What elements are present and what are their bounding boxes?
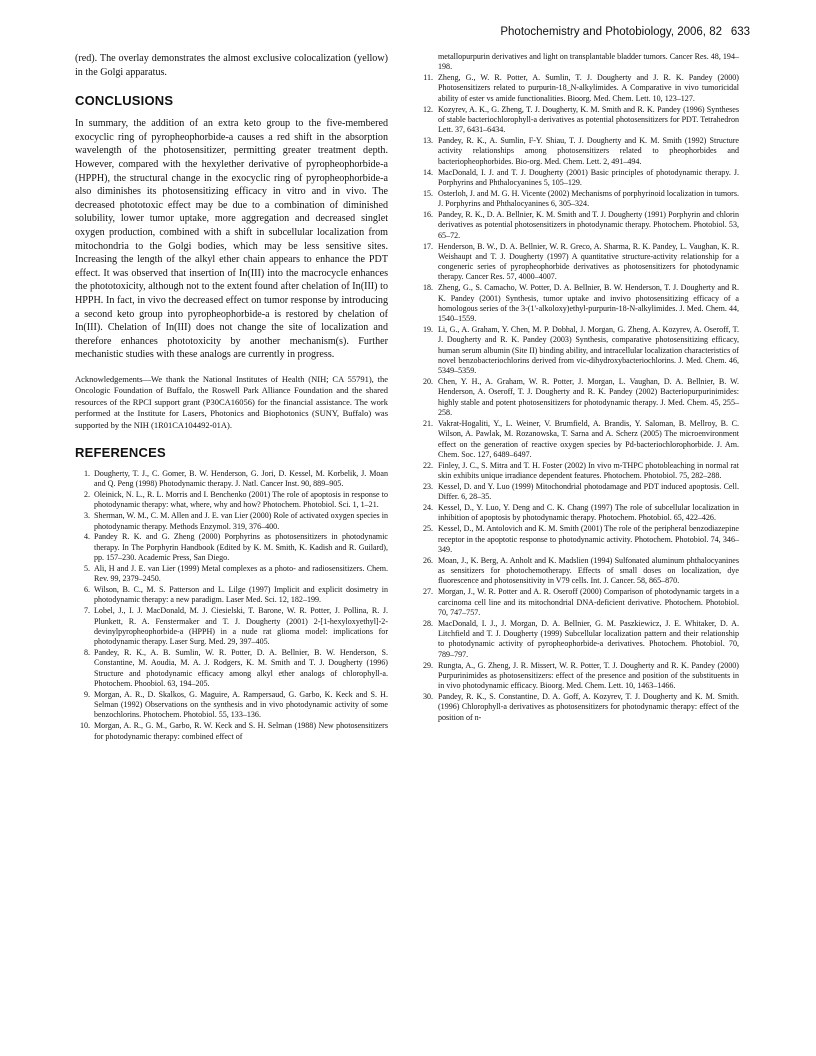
reference-text: Pandey, R. K., A. Sumlin, F-Y. Shiau, T. J. Dougherty and K. M. Smith (1992) Structure activity relationships among photosensitizers related to pheophorbides and bacteriopheophorbides. Bio-org. Med. Chem. Lett. 2, 491–494. <box>438 136 739 166</box>
reference-text: Kozyrev, A. K., G. Zheng, T. J. Dougherty, K. M. Smith and R. K. Pandey (1996) Syntheses of stable bacteriochlorophyll-a derivatives as potential photosensitizers for PDT. Tetrahedron Lett. 37, 6431–6434. <box>438 104 739 135</box>
reference-text: Moan, J., K. Berg, A. Anholt and K. Madslien (1994) Sulfonated aluminum phthalocyanines as sensitizers for photochemotherapy. Effects of small doses on localization, dye fluorescence and photosensitivity in V79 cells. Int. J. Cancer. 58, 865–870. <box>438 555 739 586</box>
reference-item <box>418 661 739 692</box>
reference-number: 6. <box>83 585 90 595</box>
reference-number: 7. <box>83 606 90 616</box>
reference-text: Kessel, D., Y. Luo, Y. Deng and C. K. Chang (1997) The role of subcellular localization in inhibition of apoptosis by photodynamic therapy. Photochem. Photobiol. 65, 422–426. <box>438 503 739 523</box>
reference-text: Wilson, B. C., M. S. Patterson and L. Lilge (1997) Implicit and explicit dosimetry in photodynamic therapy: a new paradigm. Laser Med. Sci. 12, 182–199. <box>94 585 388 605</box>
reference-item <box>418 461 739 482</box>
conclusions-heading: CONCLUSIONS <box>75 93 174 109</box>
reference-item <box>75 690 388 721</box>
right-column <box>418 52 739 723</box>
reference-text: Finley, J. C., S. Mitra and T. H. Foster (2002) In vivo m-THPC photobleaching in normal rat skin exhibits unique irradiance dependent features. Photochem. Photobiol. 75, 282–288. <box>438 460 739 480</box>
reference-text: Henderson, B. W., D. A. Bellnier, W. R. Greco, A. Sharma, R. K. Pandey, L. Vaughan, K. R. Weishaupt and T. J. Dougherty (1997) A quantitative structure-activity relationship for a congeneric series of pyropheophorbide derivatives as photosensitizers for photodynamic therapy. Cancer Res. 57, 4000–4007. <box>438 241 739 282</box>
reference-item <box>418 189 739 210</box>
reference-item <box>75 648 388 689</box>
reference-number: 13. <box>422 136 433 146</box>
reference-number: 2. <box>83 490 90 500</box>
reference-number: 28. <box>422 618 433 628</box>
reference-text: Sherman, W. M., C. M. Allen and J. E. van Lier (2000) Role of activated oxygen species in photodynamic therapy. Methods Enzymol. 319, 376–400. <box>94 511 388 531</box>
reference-item <box>418 692 739 723</box>
reference-text: Morgan, A. R., G. M., Garbo, R. W. Keck and S. H. Selman (1988) New photosensitizers for photodynamic therapy: combined effect of <box>94 721 388 741</box>
reference-number: 17. <box>422 241 433 251</box>
reference-number: 11. <box>423 73 433 83</box>
reference-number: 9. <box>83 689 90 699</box>
reference-text: Zheng, G., S. Camacho, W. Potter, D. A. Bellnier, B. W. Henderson, T. J. Dougherty and R. K. Pandey (2001) Synthesis, tumor uptake and invivo photosensitizing efficacy of a homologous series of the 3-(1'-alkoloxy)ethyl-purpurin-18-N-alkylimides. J. Med. Chem. 44, 1540–1559. <box>438 283 739 324</box>
reference-text: Dougherty, T. J., C. Gomer, B. W. Henderson, G. Jori, D. Kessel, M. Korbelik, J. Moan and Q. Peng (1998) Photodynamic therapy. J. Natl. Cancer Inst. 90, 889–905. <box>94 468 388 489</box>
reference-item <box>418 283 739 324</box>
reference-number: 26. <box>422 555 433 565</box>
references-heading: REFERENCES <box>75 444 166 460</box>
reference-text: metallopurpurin derivatives and light on transplantable bladder tumors. Cancer Res. 48, 194–198. <box>438 52 739 72</box>
reference-text: Pandey, R. K., S. Constantine, D. A. Goff, A. Kozyrev, T. J. Dougherty and K. M. Smith. (1996) Chlorophyll-a derivatives as photosensitizers for photodynamic therapy: effect of the position of n- <box>438 691 739 722</box>
reference-text: MacDonald, I. J. and T. J. Dougherty (2001) Basic principles of photodynamic therapy. J. Porphyrins and Phthalocyanines 5, 105–129. <box>438 167 739 187</box>
reference-item <box>418 168 739 189</box>
reference-number: 10. <box>79 721 90 731</box>
reference-number: 15. <box>422 188 433 198</box>
reference-text: Morgan, J., W. R. Potter and A. R. Oseroff (2000) Comparison of photodynamic targets in a carcinoma cell line and its mitochondrial DNA-deficient derivative. Photochem. Photobiol. 70, 747–757. <box>438 587 739 617</box>
reference-number: 1. <box>83 468 90 478</box>
reference-number: 8. <box>83 648 90 658</box>
reference-text: Pandey, R. K., A. B. Sumlin, W. R. Potter, D. A. Bellnier, B. W. Henderson, S. Constantine, M. Aoudia, M. A. J. Rodgers, K. M. Smith and T. J. Dougherty (1996) Structure and photodynamic efficacy among alkyl ether analogs of chlorophyll-a. Photochem. Phoobiol. 63, 194–205. <box>94 648 388 688</box>
reference-text: Chen, Y. H., A. Graham, W. R. Potter, J. Morgan, L. Vaughan, D. A. Bellnier, B. W. Henderson, A. Oseroff, T. J. Dougherty and R. K. Pandey (2002) Bacteriopurpurinimides: highly stable and potent photosensitizers for photodynamic therapy. J. Med. Chem. 45, 255–258. <box>438 377 739 418</box>
references-list-right <box>418 52 739 723</box>
reference-item <box>418 619 739 660</box>
reference-number: 12. <box>422 104 433 114</box>
reference-item <box>75 564 388 585</box>
reference-number: 27. <box>422 587 433 597</box>
reference-number: 19. <box>422 325 433 335</box>
reference-item <box>75 585 388 606</box>
journal-title: Photochemistry and Photobiology, 2006, 82 <box>500 26 722 38</box>
reference-item <box>418 587 739 618</box>
reference-number: 18. <box>422 283 433 293</box>
reference-number: 24. <box>422 503 433 513</box>
reference-number: 25. <box>422 524 433 534</box>
reference-item <box>418 325 739 376</box>
reference-item <box>418 73 739 104</box>
reference-number: 3. <box>83 511 90 521</box>
acknowledgements: Acknowledgements—We thank the National Institutes of Health (NIH; CA 55791), the Oncologic Foundation of Buffalo, the Roswell Park Alliance Foundation and the shared resources of the RPCI support grant (P30CA16056) for the financial assistance. The work performed at the Institute for Lasers, Photonics and Biophotonics (SUNY, Buffalo) was supported by the NIH (1R01CA104492-01A). <box>75 373 388 430</box>
reference-number: 23. <box>422 481 433 491</box>
reference-item <box>418 482 739 503</box>
reference-number: 29. <box>422 660 433 670</box>
reference-text: Rungta, A., G. Zheng, J. R. Missert, W. R. Potter, T. J. Dougherty and R. K. Pandey (2000) Purpurinimides as photosensitizers: effect of the presence and position of the substituents in in vivo photodynamic efficacy. Bioorg. Med. Chem. Lett. 10, 1463–1466. <box>438 660 739 691</box>
reference-item <box>75 511 388 532</box>
reference-text: Ali, H and J. E. van Lier (1999) Metal complexes as a photo- and radiosensitizers. Chem. Rev. 99, 2379–2450. <box>94 563 388 584</box>
reference-item <box>418 419 739 460</box>
reference-item <box>418 503 739 524</box>
reference-number: 20. <box>422 377 433 387</box>
reference-item <box>418 556 739 587</box>
reference-text: Lobel, J., I. J. MacDonald, M. J. Ciesielski, T. Barone, W. R. Potter, J. Pollina, R. J. Plunkett, R. A. Fenstermaker and T. J. Dougherty (2001) 2-[1-hexyloxyethyl]-2-devinylpyropheophorbide-a (HPPH) in a nude rat glioma model: implications for photodynamic therapy. Laser Surg. Med. 29, 397–405. <box>94 606 388 647</box>
conclusions-paragraph: In summary, the addition of an extra keto group to the five-membered exocyclic ring of pyropheophorbide-a causes a red shift in the absorption wavelength of the photosensitizer, permitting greater treatment depth. However, compared with the hexylether derivative of pyropheophorbide-a (HPPH), the structural change in the exocyclic ring of pyropheophorbide-a also diminishes its photosensitizing efficacy in vitro and in vivo. The decreased phototoxic effect may be due to a combination of diminished solubility, lower tumor uptake, more aggregation and decreased singlet oxygen production, combined with a shift in subcellular localization from mitochondria to the Golgi bodies, which may be less sensitive sites. Increasing the length of the alkyl ether chain appears to enhance the PDT effect. It was observed that insertion of In(III) into the macrocycle enhances the phototoxicity, although not to the extent found after chelation of In(III) to HPPH. In fact, in vivo the decreased effect on tumor response by introducing a second keto group into pyropheophorbide-a is restored by chelation of In(III). Chelation of In(III) does not change the site of localization and therefore enhances phototoxicity by another mechanism(s). Further mechanistic studies with these analogs are currently in progress. <box>75 118 388 361</box>
reference-item <box>418 524 739 555</box>
reference-text: Osterloh, J. and M. G. H. Vicente (2002) Mechanisms of porphyrinoid localization in tumors. J. Porphyrins and Phthalocyanines 6, 305–324. <box>438 188 739 209</box>
reference-text: Zheng, G., W. R. Potter, A. Sumlin, T. J. Dougherty and J. R. K. Pandey (2000) Photosensitizers related to purpurin-18_N-alkylimides. A Comparative in vivo tumoricidal ability of ester vs amide functionalities. Bioorg. Med. Chem. Lett. 10, 123–127. <box>438 73 739 103</box>
reference-text: Oleinick, N. L., R. L. Morris and I. Benchenko (2001) The role of apoptosis in response to photodynamic therapy: what, where, why and how? Photochem. Photobiol. Sci. 1, 1–21. <box>94 490 388 510</box>
reference-item <box>75 606 388 647</box>
reference-text: Kessel, D. and Y. Luo (1999) Mitochondrial photodamage and PDT induced apoptosis. Cell. Differ. 6, 28–35. <box>438 481 739 502</box>
reference-item <box>418 377 739 418</box>
reference-number: 4. <box>83 532 90 542</box>
reference-number: 14. <box>422 167 433 177</box>
reference-text: Vakrat-Hogaliti, Y., L. Weiner, V. Brumfield, A. Brandis, Y. Saloman, B. Mellroy, B. C. Wilson, A. Pawlak, M. Rozanowska, T. Sarna and A. Scherz (2005) The microenvironment effect on the generation of reactive oxygen species by Pd-bacteriochlorophorbide. J. Am. Chem. Soc. 127, 6489–6497. <box>438 418 739 459</box>
reference-number: 22. <box>422 460 433 470</box>
reference-item <box>75 490 388 511</box>
reference-item <box>418 242 739 283</box>
reference-item <box>75 532 388 563</box>
reference-text: MacDonald, I. J., J. Morgan, D. A. Bellnier, G. M. Paszkiewicz, J. E. Whitaker, D. A. Litchfield and T. J. Dougherty (1999) Subcellular localization pattern and their relationship to photodynamic activity of pyropheophorbide-a derivatives. Photochem. Photobiol. 70, 789–797. <box>438 618 739 659</box>
reference-text: Morgan, A. R., D. Skalkos, G. Maguire, A. Rampersaud, G. Garbo, K. Keck and S. H. Selman (1992) Observations on the synthesis and in vivo photodynamic activity of some benzochlorins. Photochem. Photobiol. 55, 133–136. <box>94 689 388 720</box>
reference-number: 21. <box>422 418 433 428</box>
reference-text: Pandey, R. K., D. A. Bellnier, K. M. Smith and T. J. Dougherty (1991) Porphyrin and chlorin derivatives as potential photosensitizers in photodynamic therapy. Photochem. Photobiol. 53, 65–72. <box>438 210 739 240</box>
running-header <box>64 26 750 46</box>
reference-item <box>75 721 388 742</box>
reference-text: Pandey R. K. and G. Zheng (2000) Porphyrins as photosensitizers in photodynamic therapy. In The Porphyrin Handbook (Edited by K. M. Smith, K. Kadish and R. Guilard), pp. 157–230. Academic Press, San Diego. <box>94 532 388 563</box>
page-number: 633 <box>730 26 750 38</box>
reference-item <box>418 210 739 241</box>
reference-number: 30. <box>422 691 433 701</box>
reference-item <box>418 105 739 136</box>
reference-text: Kessel, D., M. Antolovich and K. M. Smith (2001) The role of the peripheral benzodiazepine receptor in the apoptotic response to photodynamic activity. Photochem. Photobiol. 74, 346–349. <box>438 524 739 554</box>
reference-item <box>418 136 739 167</box>
left-column <box>75 52 388 743</box>
reference-item <box>75 469 388 490</box>
reference-item <box>418 52 739 73</box>
reference-number: 5. <box>83 563 90 573</box>
reference-number: 16. <box>422 210 433 220</box>
intro-paragraph: (red). The overlay demonstrates the almost exclusive colocalization (yellow) in the Golgi apparatus. <box>75 53 388 78</box>
references-list-left <box>75 469 388 742</box>
reference-text: Li, G., A. Graham, Y. Chen, M. P. Dobhal, J. Morgan, G. Zheng, A. Kozyrev, A. Oseroff, T. J. Dougherty and R. K. Pandey (2003) Synthesis, comparative photosensitizing efficacy, human serum albumin (Site II) binding ability, and intracellular localization characteristics of novel benzobacteriochlorins derived from vic-dihydroxybacteriochlorins. J. Med. Chem. 46, 5349–5359. <box>438 325 739 376</box>
